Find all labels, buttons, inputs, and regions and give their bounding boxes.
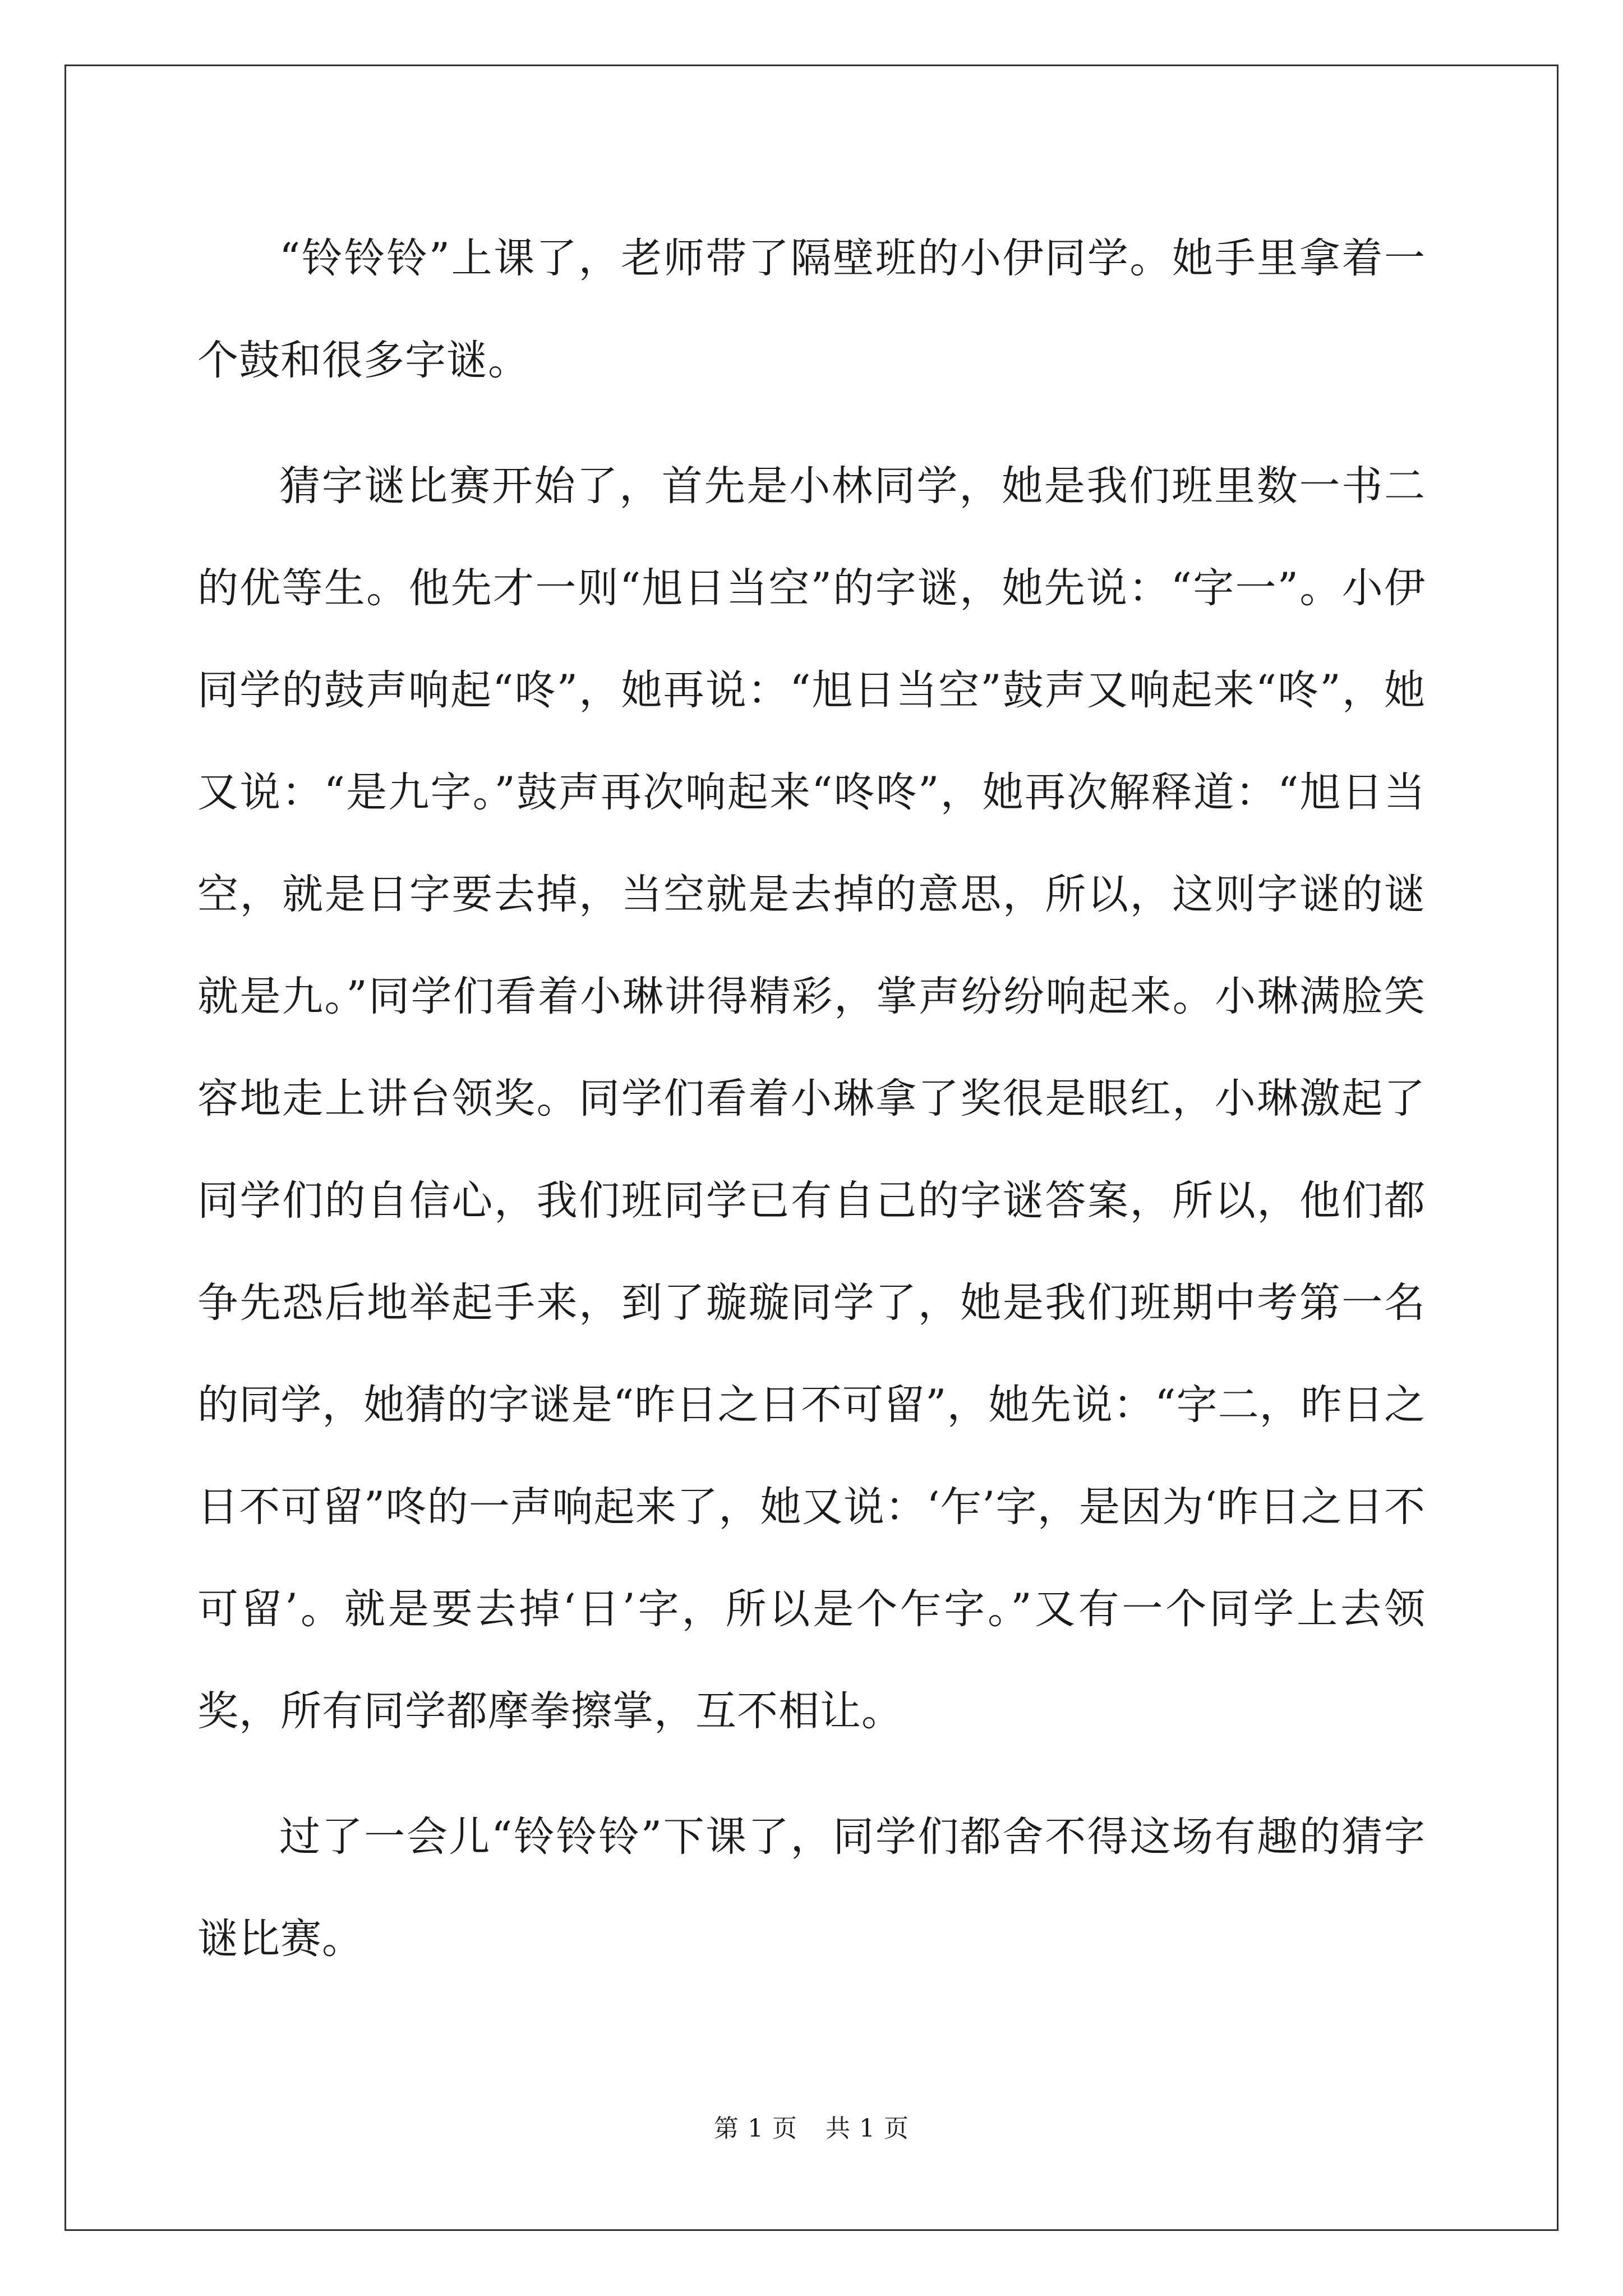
page-number: 第 1 页 [714, 2114, 797, 2143]
page-total: 共 1 页 [826, 2114, 909, 2143]
page-footer [0, 2112, 1623, 2146]
document-body [197, 208, 1426, 1990]
paragraph-1: “铃铃铃”上课了，老师带了隔壁班的小伊同学。她手里拿着一个鼓和很多字谜。 [197, 234, 1426, 384]
paragraph-3: 过了一会儿“铃铃铃”下课了，同学们都舍不得这场有趣的猜字谜比赛。 [197, 1813, 1426, 1963]
paragraph-2: 猜字谜比赛开始了，首先是小林同学，她是我们班里数一书二的优等生。他先才一则“旭日当空”的字谜，她先说：“字一”。小伊同学的鼓声响起“咚”，她再说：“旭日当空”鼓声又响起来“咚”，她又说：“是九字。”鼓声再次响起来“咚咚”，她再次解释道：“旭日当空，就是日字要去掉，当空就是去掉的意思，所以，这则字谜的谜就是九。”同学们看着小琳讲得精彩，掌声纷纷响起来。小琳满脸笑容地走上讲台领奖。同学们看着小琳拿了奖很是眼红，小琳激起了同学们的自信心，我们班同学已有自己的字谜答案，所以，他们都争先恐后地举起手来，到了璇璇同学了，她是我们班期中考第一名的同学，她猜的字谜是“昨日之日不可留”，她先说：“字二，昨日之日不可留”咚的一声响起来了，她又说：‘乍’字，是因为‘昨日之日不可留’。就是要去掉‘日’字，所以是个乍字。”又有一个同学上去领奖，所有同学都摩拳擦掌，互不相让。 [197, 462, 1426, 1735]
